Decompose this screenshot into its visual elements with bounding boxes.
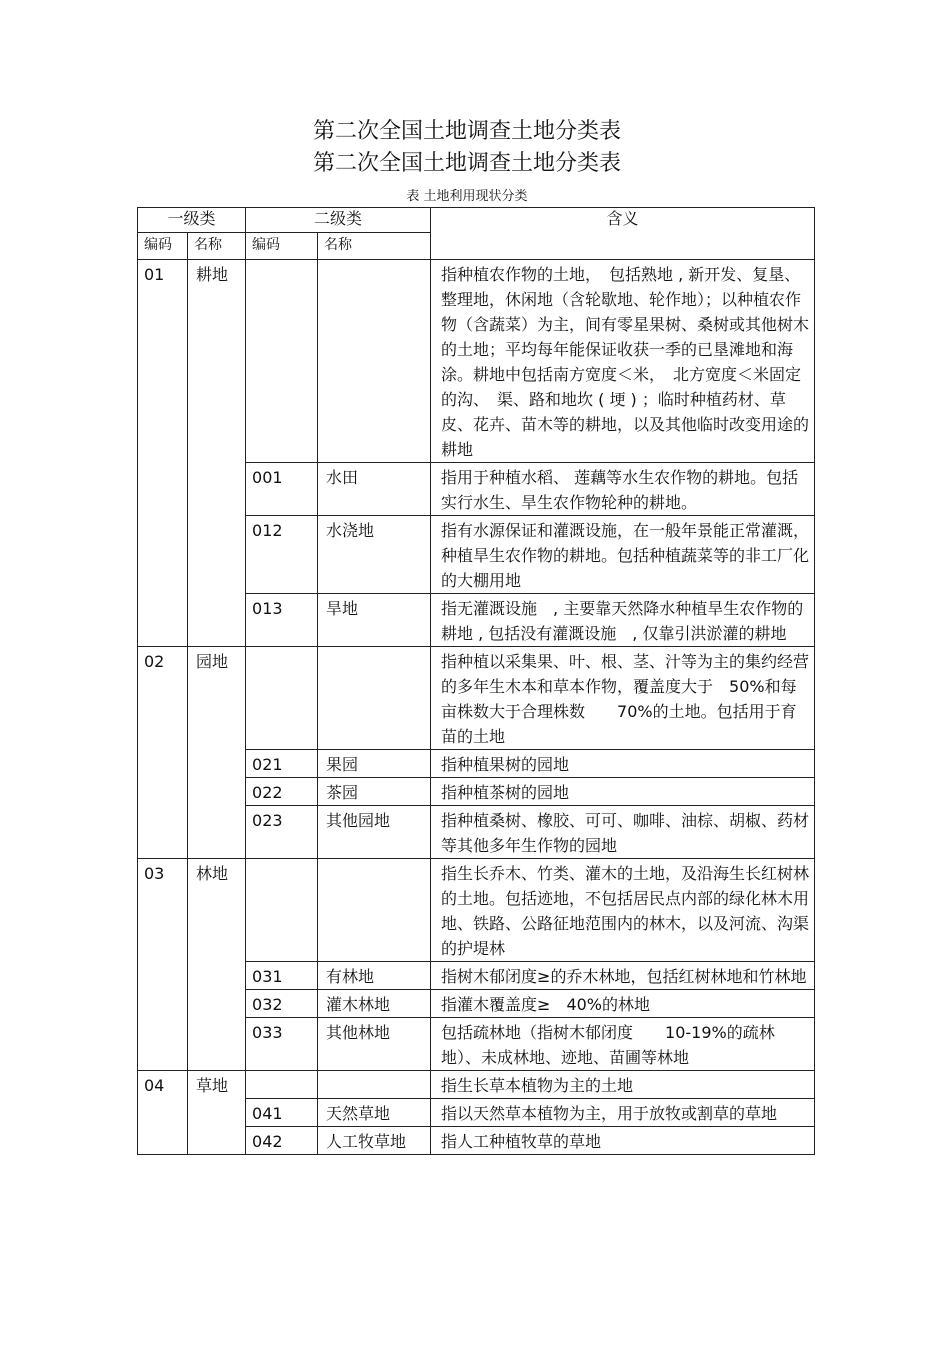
level2-name: 其他园地 (318, 806, 431, 859)
level2-code: 001 (246, 463, 318, 516)
header-row-1 (138, 208, 815, 233)
meaning-cell: 指人工种植牧草的草地 (431, 1127, 815, 1155)
level2-code: 042 (246, 1127, 318, 1155)
header-code2: 编码 (246, 233, 318, 260)
level2-name: 人工牧草地 (318, 1127, 431, 1155)
level2-code (246, 1071, 318, 1099)
level2-name (318, 859, 431, 962)
level2-code: 032 (246, 990, 318, 1018)
level1-code: 01 (138, 260, 188, 647)
meaning-cell: 指种植桑树、橡胶、可可、咖啡、油棕、胡椒、药材等其他多年生作物的园地 (431, 806, 815, 859)
header-meaning: 含义 (431, 208, 815, 260)
level2-code: 022 (246, 778, 318, 806)
meaning-cell: 指有水源保证和灌溉设施，在一般年景能正常灌溉，种植旱生农作物的耕地。包括种植蔬菜等的非工厂化的大棚用地 (431, 516, 815, 594)
document-title: 第二次全国土地调查土地分类表 (312, 119, 621, 144)
level2-code (246, 859, 318, 962)
table-row (138, 260, 815, 463)
meaning-cell: 指无灌溉设施 , 主要靠天然降水种植旱生农作物的耕地 , 包括没有灌溉设施 , 仅靠引洪淤灌的耕地 (431, 594, 815, 647)
level2-code: 033 (246, 1018, 318, 1071)
land-classification-table (137, 207, 815, 1155)
meaning-cell: 指灌木覆盖度≥ 40%的林地 (431, 990, 815, 1018)
meaning-cell: 指生长乔木、竹类、灌木的土地，及沿海生长红树林的土地。包括迹地，不包括居民点内部的绿化林木用地、铁路、公路征地范围内的林木，以及河流、沟渠的护堤林 (431, 859, 815, 962)
level2-code (246, 647, 318, 750)
header-name1: 名称 (188, 233, 246, 260)
level1-name: 草地 (188, 1071, 246, 1155)
table-caption: 表 土地利用现状分类 (406, 189, 528, 204)
level2-name: 水浇地 (318, 516, 431, 594)
level2-code: 013 (246, 594, 318, 647)
level2-name: 天然草地 (318, 1099, 431, 1127)
header-level2: 二级类 (246, 208, 431, 233)
table-row (138, 859, 815, 962)
level2-code: 023 (246, 806, 318, 859)
header-level1: 一级类 (138, 208, 246, 233)
level2-name (318, 1071, 431, 1099)
table-row (138, 1071, 815, 1099)
meaning-cell: 指种植茶树的园地 (431, 778, 815, 806)
meaning-cell: 指种植农作物的土地， 包括熟地 , 新开发、复垦、整理地，休闲地（含轮歇地、轮作地）；以种植农作物（含蔬菜）为主，间有零星果树、桑树或其他树木的土地；平均每年能保证收获一季的已垦滩地和海涂。耕地中包括南方宽度＜米， 北方宽度＜米固定的沟、 渠、路和地坎 ( 埂 ) ；临时种植药材、草皮、花卉、苗木等的耕地，以及其他临时改变用途的耕地 (431, 260, 815, 463)
level2-code: 012 (246, 516, 318, 594)
level2-name: 旱地 (318, 594, 431, 647)
document-title-repeat: 第二次全国土地调查土地分类表 (312, 151, 621, 176)
level2-name: 水田 (318, 463, 431, 516)
level2-name: 茶园 (318, 778, 431, 806)
level2-name (318, 260, 431, 463)
meaning-cell: 指生长草本植物为主的土地 (431, 1071, 815, 1099)
level2-name (318, 647, 431, 750)
level2-name: 其他林地 (318, 1018, 431, 1071)
meaning-cell: 包括疏林地（指树木郁闭度 10-19%的疏林地）、未成林地、迹地、苗圃等林地 (431, 1018, 815, 1071)
meaning-cell: 指以天然草本植物为主，用于放牧或割草的草地 (431, 1099, 815, 1127)
level1-name: 园地 (188, 647, 246, 859)
level1-code: 03 (138, 859, 188, 1071)
meaning-cell: 指用于种植水稻、 莲藕等水生农作物的耕地。包括实行水生、旱生农作物轮种的耕地。 (431, 463, 815, 516)
meaning-cell: 指树木郁闭度≥的乔木林地，包括红树林地和竹林地 (431, 962, 815, 990)
level2-name: 果园 (318, 750, 431, 778)
level1-name: 林地 (188, 859, 246, 1071)
level2-code: 021 (246, 750, 318, 778)
header-name2: 名称 (318, 233, 431, 260)
level2-name: 有林地 (318, 962, 431, 990)
level2-code (246, 260, 318, 463)
level1-code: 04 (138, 1071, 188, 1155)
level2-name: 灌木林地 (318, 990, 431, 1018)
header-code1: 编码 (138, 233, 188, 260)
level1-name: 耕地 (188, 260, 246, 647)
table-row (138, 647, 815, 750)
meaning-cell: 指种植以采集果、叶、根、茎、汁等为主的集约经营的多年生木本和草本作物，覆盖度大于 50%和每亩株数大于合理株数 70%的土地。包括用于育苗的土地 (431, 647, 815, 750)
level2-code: 041 (246, 1099, 318, 1127)
level2-code: 031 (246, 962, 318, 990)
meaning-cell: 指种植果树的园地 (431, 750, 815, 778)
level1-code: 02 (138, 647, 188, 859)
